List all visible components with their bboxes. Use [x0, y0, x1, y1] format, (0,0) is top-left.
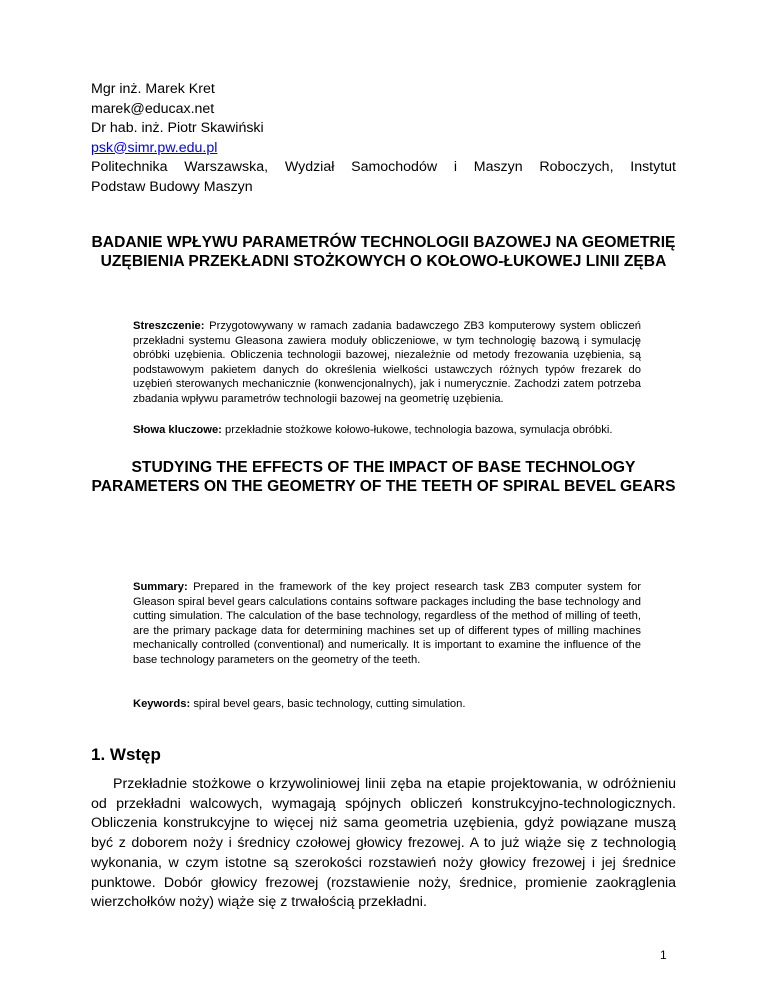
author-email: marek@educax.net [91, 100, 215, 117]
title-polish: BADANIE WPŁYWU PARAMETRÓW TECHNOLOGII BAZOWEJ NA GEOMETRIĘ UZĘBIENIA PRZEKŁADNI STOŻKOWYCH O KOŁOWO-ŁUKOWEJ LINII ZĘBA [91, 234, 676, 270]
affiliation-line: Politechnika Warszawska, Wydział Samochodów i Maszyn Roboczych, Instytut [91, 159, 676, 175]
affiliation-line: Podstaw Budowy Maszyn [91, 178, 253, 195]
abstract-label: Streszczenie: [133, 320, 205, 332]
keywords-label: Słowa kluczowe: [133, 424, 222, 436]
abstract-text: Przygotowywany w ramach zadania badawczego ZB3 komputerowy system obliczeń przekładni systemu Gleasona zawiera moduły obliczeniowe, w tym technologię bazową i symulację obróbki uzębienia. Obliczenia technologii bazowej, niezależnie od metody frezowania uzębienia, są podstawowym pakietem danych do określenia wielkości ustawczych różnych typów frezarek do uzębień sterowanych mechanicznie (konwencjonalnych), jak i numerycznie. Zachodzi zatem potrzeba zbadania wpływu parametrów technologii bazowej na geometrię uzębienia. [133, 320, 641, 405]
author-name: Dr hab. inż. Piotr Skawiński [91, 120, 264, 136]
summary-text: Prepared in the framework of the key project research task ZB3 computer system for Gleason spiral bevel gears calculations contains software packages including the base technology and cutting simulation. The calculation of the base technology, regardless of the method of milling of teeth, are the primary package data for determining machines set up of different types of milling machines mechanically controlled (conventional) and numerically. It is important to examine the influence of the base technology parameters on the geometry of the teeth. [133, 581, 641, 666]
keywords-en-text: spiral bevel gears, basic technology, cutting simulation. [193, 698, 466, 710]
section-paragraph: Przekładnie stożkowe o krzywoliniowej linii zęba na etapie projektowania, w odróżnieniu od przekładni walcowych, wymagają spójnych obliczeń konstrukcyjno-technologicznych. Obliczenia konstrukcyjne to więcej niż sama geometria uzębienia, gdyż powiązane muszą być z doborem noży i średnicy czołowej głowicy frezowej. A to już wiąże się z technologią wykonania, w czym istotne są szerokości rozstawień noży głowicy frezowej i jej średnice punktowe. Dobór głowicy frezowej (rozstawienie noży, średnice, promienie zaokrąglenia wierzchołków noży) wiąże się z trwałością przekładni. [91, 776, 676, 911]
section-heading: 1. Wstęp [91, 745, 161, 764]
keywords-english [133, 697, 641, 712]
summary-label: Summary: [133, 581, 188, 593]
author-block [91, 80, 676, 197]
page-number: 1 [660, 948, 667, 962]
author-name: Mgr inż. Marek Kret [91, 81, 215, 97]
keywords-text: przekładnie stożkowe kołowo-łukowe, technologia bazowa, symulacja obróbki. [225, 424, 613, 436]
abstract-english [133, 580, 641, 667]
title-english: STUDYING THE EFFECTS OF THE IMPACT OF BASE TECHNOLOGY PARAMETERS ON THE GEOMETRY OF THE TEETH OF SPIRAL BEVEL GEARS [91, 459, 676, 495]
author-email-link[interactable]: psk@simr.pw.edu.pl [91, 139, 218, 156]
keywords-polish [133, 423, 641, 438]
keywords-en-label: Keywords: [133, 698, 191, 710]
abstract-polish [133, 319, 641, 406]
